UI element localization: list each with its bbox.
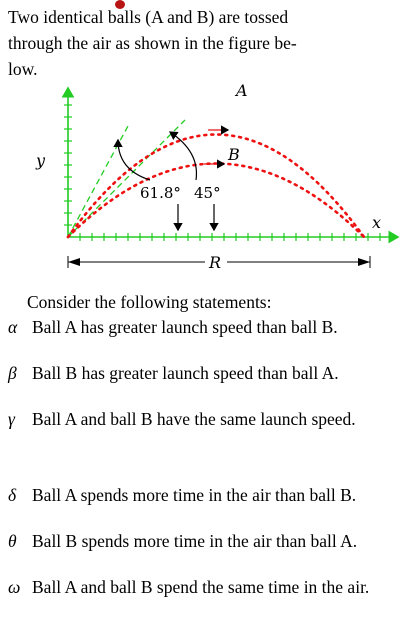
angle-label-2: 45° [194,184,221,202]
statement-symbol: ω [8,577,21,597]
label-range: R [209,253,222,272]
statement-text: Ball A and ball B have the same launch speed. [32,409,356,429]
label-a: A [236,82,248,100]
intro-line-3: low. [8,59,38,79]
launch-guide-a [68,126,128,237]
angle-label-1: 61.8° [140,184,181,202]
range-arrow-right [358,258,370,266]
statement-text: Ball A and ball B spend the same time in the air. [32,577,370,597]
axis-ticks [64,105,380,241]
statement-theta [8,530,404,553]
statement-text: Ball B spends more time in the air than ball A. [32,531,358,551]
label-x: x [372,213,382,232]
statement-symbol: δ [8,485,17,505]
statement-omega [8,576,404,599]
label-b: B [228,145,240,164]
statement-text: Ball A spends more time in the air than ball B. [32,485,357,505]
statements-lead: Consider the following statements: [27,292,272,312]
statement-symbol: α [8,317,18,337]
range-arrow-left [68,258,80,266]
intro-line-2: through the air as shown in the figure be- [8,33,297,53]
statement-delta [8,484,404,507]
statement-gamma [8,408,404,431]
statement-symbol: γ [8,409,15,429]
label-y: y [36,151,46,170]
statement-text: Ball B has greater launch speed than ball A. [32,363,339,383]
statement-alpha [8,316,404,339]
problem-intro [8,4,404,82]
projectile-figure [0,82,410,282]
statement-beta [8,362,404,385]
statement-symbol: β [8,363,17,383]
statement-text: Ball A has greater launch speed than ball B. [32,317,338,337]
launch-guide-b [68,120,185,237]
statement-symbol: θ [8,531,17,551]
intro-line-1: Two identical balls (A and B) are tossed [8,7,289,27]
